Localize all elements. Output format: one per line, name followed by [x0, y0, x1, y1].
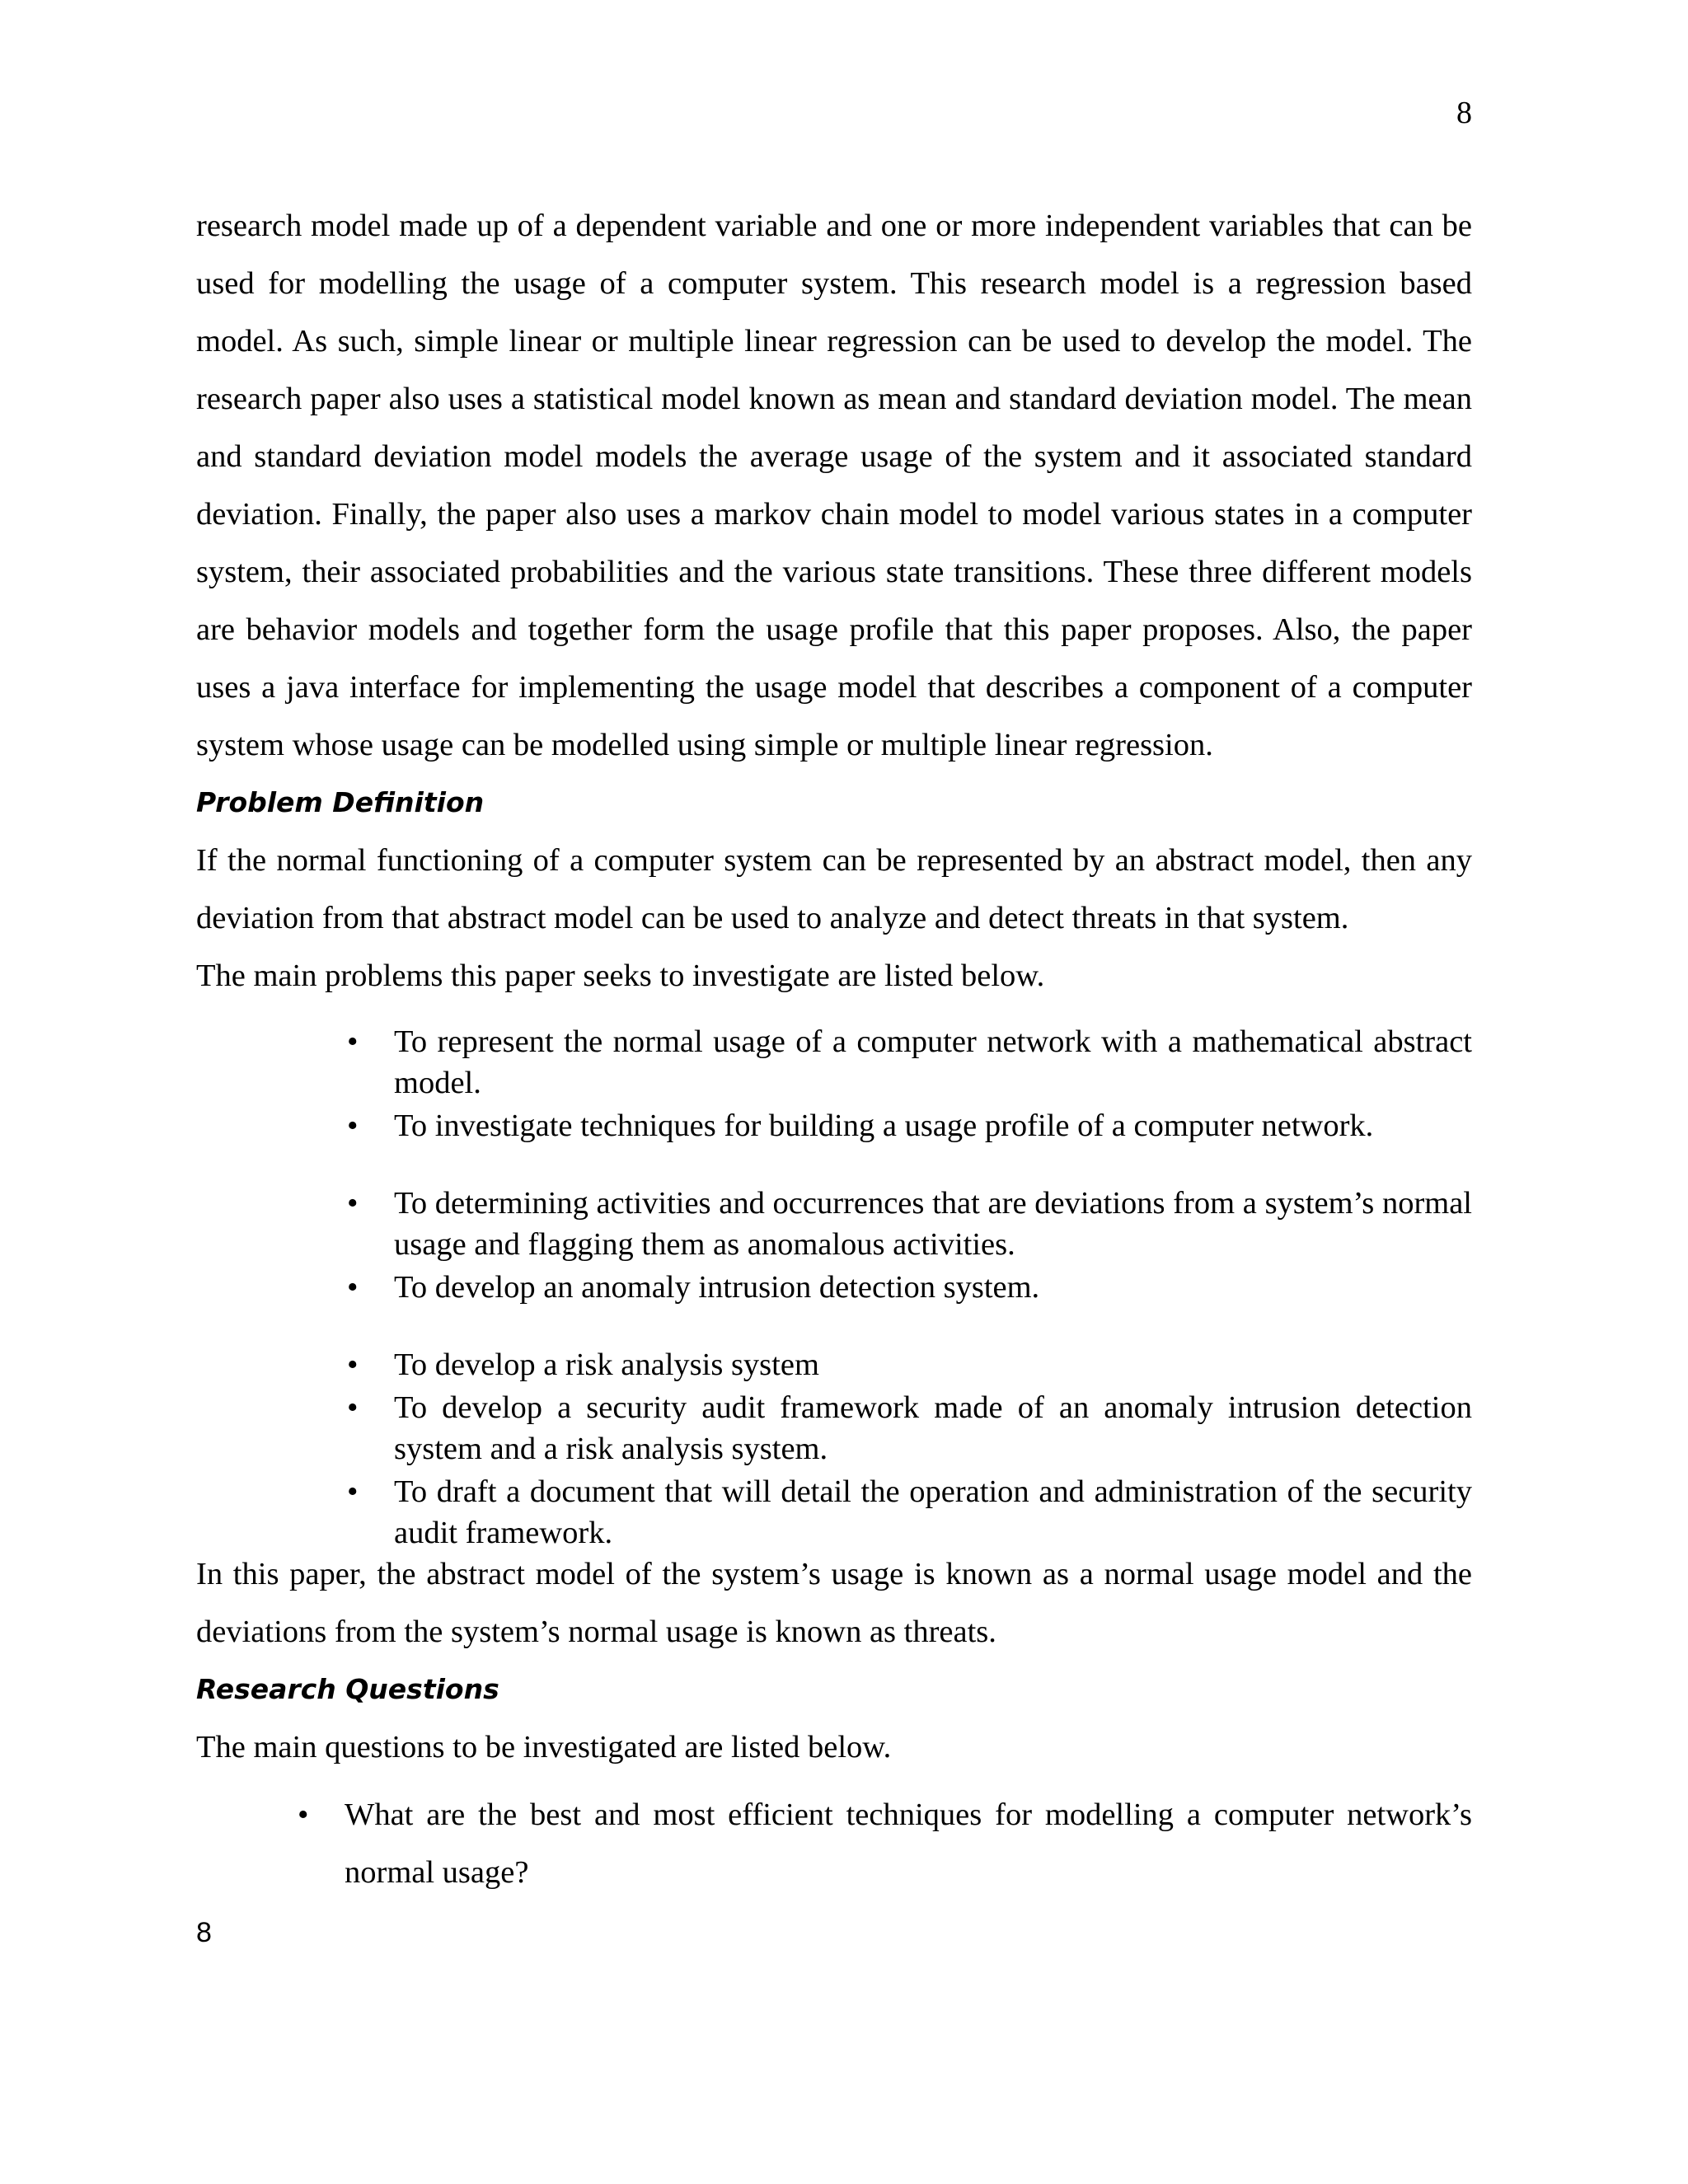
bullet-icon: • [347, 1024, 359, 1059]
problems-closing-paragraph: In this paper, the abstract model of the system’s usage is known as a normal usage model and the deviations from the system’s normal usage is known as threats. [196, 1557, 1472, 1649]
list-item-text: To represent the normal usage of a computer network with a mathematical abstract model. [394, 1024, 1472, 1100]
list-item [196, 1183, 1472, 1265]
bullet-icon: • [347, 1270, 359, 1305]
list-item-text: To determining activities and occurrences that are deviations from a system’s normal usage and flagging them as anomalous activities. [394, 1186, 1472, 1262]
problems-list [196, 1021, 1472, 1554]
bullet-icon: • [347, 1108, 359, 1143]
list-item-text: To develop an anomaly intrusion detection system. [394, 1270, 1040, 1305]
list-item-text: To investigate techniques for building a usage profile of a computer network. [394, 1108, 1374, 1143]
bullet-icon: • [347, 1474, 359, 1509]
bullet-icon: • [298, 1797, 309, 1832]
problems-lead: The main problems this paper seeks to investigate are listed below. [196, 958, 1045, 993]
list-item-text: To draft a document that will detail the operation and administration of the security audit framework. [394, 1474, 1472, 1550]
problem-definition-heading: Problem Definition [196, 786, 485, 818]
list-item [196, 1387, 1472, 1469]
list-item-text: To develop a security audit framework made of an anomaly intrusion detection system and a risk analysis system. [394, 1390, 1472, 1466]
page-number-top: 8 [1456, 96, 1472, 130]
research-questions-heading: Research Questions [196, 1673, 499, 1705]
questions-list [196, 1786, 1472, 1901]
list-item [196, 1786, 1472, 1901]
list-item-text: What are the best and most efficient techniques for modelling a computer network’s normal usage? [345, 1797, 1472, 1890]
bullet-icon: • [347, 1347, 359, 1382]
questions-lead: The main questions to be investigated are listed below. [196, 1730, 892, 1765]
intro-paragraph: research model made up of a dependent variable and one or more independent variables that can be used for modelling the usage of a computer system. This research model is a regression based model. As such, simple linear or multiple linear regression can be used to develop the model. The research paper also uses a statistical model known as mean and standard deviation model. The mean and standard deviation model models the average usage of the system and it associated standard deviation. Finally, the paper also uses a markov chain model to model various states in a computer system, their associated probabilities and the various state transitions. These three different models are behavior models and together form the usage profile that this paper proposes. Also, the paper uses a java interface for implementing the usage model that describes a component of a computer system whose usage can be modelled using simple or multiple linear regression. [196, 209, 1472, 762]
page-number-bottom: 8 [196, 1917, 212, 1948]
bullet-icon: • [347, 1390, 359, 1425]
list-item [196, 1105, 1472, 1146]
problem-definition-paragraph: If the normal functioning of a computer system can be represented by an abstract model, then any deviation from that abstract model can be used to analyze and detect threats in that system. [196, 843, 1472, 935]
list-item [196, 1471, 1472, 1554]
list-item [196, 1267, 1472, 1308]
list-item [196, 1021, 1472, 1104]
page-content [196, 197, 1472, 1901]
list-item-text: To develop a risk analysis system [394, 1347, 819, 1382]
list-item [196, 1344, 1472, 1385]
bullet-icon: • [347, 1186, 359, 1221]
